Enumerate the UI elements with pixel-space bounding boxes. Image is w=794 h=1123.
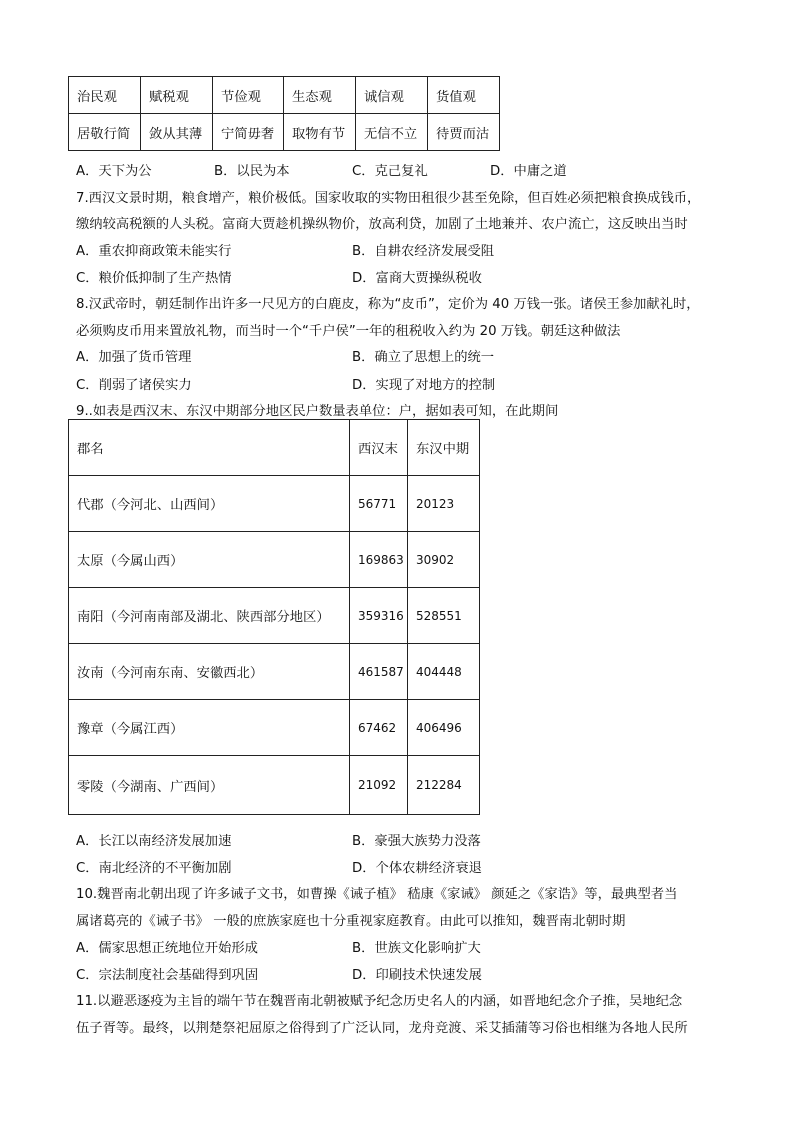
q11-stem-line: 11.以避恶逐疫为主旨的端午节在魏晋南北朝被赋予纪念历史名人的内涵，如晋地纪念介子推，吴地纪念 xyxy=(76,994,683,1009)
q9-option-b: B．豪强大族势力没落 xyxy=(352,834,481,849)
table-cell: 太原（今属山西） xyxy=(69,532,350,588)
table-cell: 豫章（今属江西） xyxy=(69,700,350,756)
table-cell: 404448 xyxy=(408,644,480,700)
table-row xyxy=(69,114,500,151)
table-cell: 待贾而沽 xyxy=(428,114,500,151)
table-cell: 528551 xyxy=(408,588,480,644)
table-cell: 宁简毋奢 xyxy=(213,114,284,151)
table-cell: 生态观 xyxy=(284,77,356,114)
table-row xyxy=(69,756,480,815)
table-cell: 南阳（今河南南部及湖北、陕西部分地区） xyxy=(69,588,350,644)
q8-option-c: C．削弱了诸侯实力 xyxy=(76,378,192,393)
q6-option-d: D．中庸之道 xyxy=(490,164,567,179)
q10-stem-line: 10.魏晋南北朝出现了许多诫子文书，如曹操《诫子植》 嵇康《家诫》 颜延之《家诰》等，最典型者当 xyxy=(76,887,678,902)
q10-option-d: D．印刷技术快速发展 xyxy=(352,968,482,983)
q6-option-c: C．克己复礼 xyxy=(352,164,428,179)
q7-stem-line: 缴纳较高税额的人头税。富商大贾趁机操纵物价，放高利贷，加剧了土地兼并、农户流亡，这反映出当时 xyxy=(76,217,688,232)
table-row xyxy=(69,77,500,114)
table-cell: 零陵（今湖南、广西间） xyxy=(69,756,350,815)
table-row xyxy=(69,700,480,756)
q6-option-b: B．以民为本 xyxy=(214,164,290,179)
q7-option-d: D．富商大贾操纵税收 xyxy=(352,271,482,286)
table-cell: 敛从其薄 xyxy=(141,114,213,151)
q7-option-a: A．重农抑商政策未能实行 xyxy=(76,244,232,259)
population-table xyxy=(68,419,480,815)
table-header-row xyxy=(69,420,480,476)
q8-option-a: A．加强了货币管理 xyxy=(76,350,192,365)
table-row xyxy=(69,476,480,532)
table-cell: 诚信观 xyxy=(356,77,428,114)
table-cell: 20123 xyxy=(408,476,480,532)
table-row xyxy=(69,588,480,644)
table-cell: 461587 xyxy=(350,644,408,700)
table-cell: 货值观 xyxy=(428,77,500,114)
table-cell: 406496 xyxy=(408,700,480,756)
table-cell: 治民观 xyxy=(69,77,141,114)
table-header-cell: 郡名 xyxy=(69,420,350,476)
q10-option-a: A．儒家思想正统地位开始形成 xyxy=(76,941,258,956)
q9-option-d: D．个体农耕经济衰退 xyxy=(352,861,482,876)
table-cell: 无信不立 xyxy=(356,114,428,151)
table-cell: 取物有节 xyxy=(284,114,356,151)
q7-option-c: C．粮价低抑制了生产热情 xyxy=(76,271,232,286)
table-cell: 代郡（今河北、山西间） xyxy=(69,476,350,532)
table-cell: 节俭观 xyxy=(213,77,284,114)
q8-stem-line: 8.汉武帝时，朝廷制作出许多一尺见方的白鹿皮，称为“皮币”，定价为 40 万钱一张。诸侯王参加献礼时， xyxy=(76,297,700,312)
q7-option-b: B．自耕农经济发展受阻 xyxy=(352,244,495,259)
q6-option-a: A．天下为公 xyxy=(76,164,152,179)
table-cell: 212284 xyxy=(408,756,480,815)
table-cell: 169863 xyxy=(350,532,408,588)
table-cell: 赋税观 xyxy=(141,77,213,114)
table-cell: 居敬行简 xyxy=(69,114,141,151)
q10-option-b: B．世族文化影响扩大 xyxy=(352,941,481,956)
table-cell: 21092 xyxy=(350,756,408,815)
table-cell: 56771 xyxy=(350,476,408,532)
q10-stem-line: 属诸葛亮的《诫子书》 一般的庶族家庭也十分重视家庭教育。由此可以推知，魏晋南北朝时期 xyxy=(76,914,626,929)
table-cell: 30902 xyxy=(408,532,480,588)
table-cell: 汝南（今河南东南、安徽西北） xyxy=(69,644,350,700)
q8-stem-line: 必须购皮币用来置放礼物，而当时一个“千户侯”一年的租税收入约为 20 万钱。朝廷这种做法 xyxy=(76,324,621,339)
q9-option-c: C．南北经济的不平衡加剧 xyxy=(76,861,232,876)
table-header-cell: 西汉末 xyxy=(350,420,408,476)
table-row xyxy=(69,644,480,700)
q7-stem-line: 7.西汉文景时期，粮食增产，粮价极低。国家收取的实物田租很少甚至免除，但百姓必须把粮食换成钱币， xyxy=(76,191,701,206)
table-header-cell: 东汉中期 xyxy=(408,420,480,476)
q8-option-d: D．实现了对地方的控制 xyxy=(352,378,496,393)
q9-option-a: A．长江以南经济发展加速 xyxy=(76,834,232,849)
table-row xyxy=(69,532,480,588)
q11-stem-line: 伍子胥等。最终，以荆楚祭祀屈原之俗得到了广泛认同，龙舟竞渡、采艾插蒲等习俗也相继为各地人民所 xyxy=(76,1021,688,1036)
table-cell: 359316 xyxy=(350,588,408,644)
q8-option-b: B．确立了思想上的统一 xyxy=(352,350,495,365)
values-table xyxy=(68,76,500,151)
table-cell: 67462 xyxy=(350,700,408,756)
q10-option-c: C．宗法制度社会基础得到巩固 xyxy=(76,968,259,983)
q9-stem: 9..如表是西汉末、东汉中期部分地区民户数量表单位：户，据如表可知，在此期间 xyxy=(76,404,559,419)
